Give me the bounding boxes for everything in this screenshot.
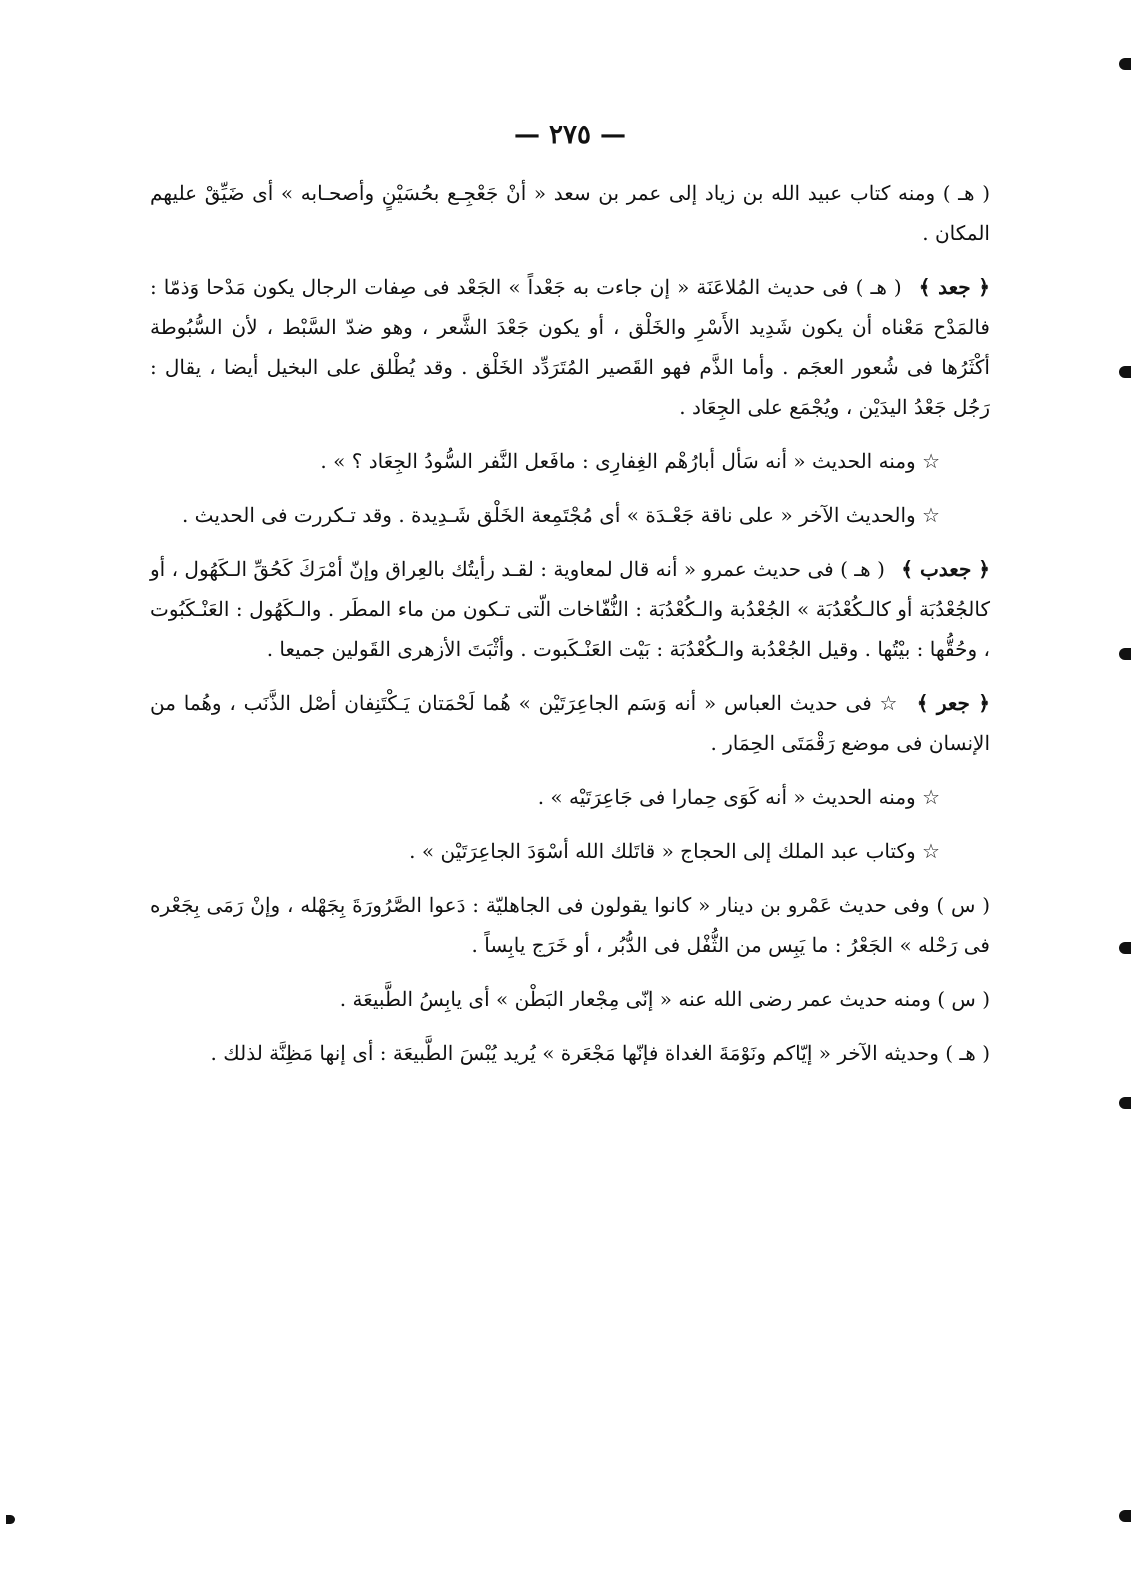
entry-jad — [150, 267, 990, 427]
paragraph: ( س ) وفى حديث عَمْرو بن دينار « كانوا يقولون فى الجاهليّة : دَعوا الصَّرُورَةَ بِجَهْله ، وإنْ رَمَى بِجَعْره فى رَحْله » الجَعْرُ : ما يَبِس من الثُّفْل فى الدُّبُر ، أو خَرَج يابِساً . — [150, 893, 990, 957]
scan-edge-mark — [1119, 366, 1131, 378]
paragraph: ( هـ ) وحديثه الآخر « إيّاكم ونَوْمَةَ الغداة فإنّها مَجْعَرة » يُريد يُبْسَ الطَّبيعَة : أى إنها مَظِنَّة لذلك . — [210, 1041, 990, 1065]
entry-text: ☆ فى حديث العباس « أنه وَسَم الجاعِرَتَيْن » هُما لَحْمَتان يَـكْتَنِفان أصْل الذَّنَب ، وهُما من الإنسان فى موضع رَقْمَتَى الحِمَار . — [150, 691, 990, 755]
entry-headword: ﴿ جعد ﴾ — [918, 275, 991, 299]
entry-jadab — [150, 549, 990, 669]
entry-jar — [150, 683, 990, 763]
paragraph: ( س ) ومنه حديث عمر رضى الله عنه « إنّى مِجْعار البَطْن » أى يابِسُ الطَّبيعَة . — [339, 987, 990, 1011]
sub-entry: ☆ وكتاب عبد الملك إلى الحجاج « قاتَلك الله أسْوَدَ الجاعِرَتَيْن » . — [409, 839, 940, 863]
scan-edge-mark — [1119, 1097, 1131, 1109]
scan-edge-mark — [6, 1515, 15, 1524]
entry-headword: ﴿ جعر ﴾ — [916, 691, 990, 715]
sub-entry: ☆ والحديث الآخر « على ناقة جَعْـدَة » أى مُجْتَمِعة الخَلْق شَـدِيدة . وقد تـكررت فى الحديث . — [181, 503, 940, 527]
scan-edge-mark — [1119, 58, 1131, 70]
sub-entry: ☆ ومنه الحديث « أنه سَأل أبارُهْم الغِفارِى : مافَعل النَّفر السُّودُ الجِعَاد ؟ » . — [320, 449, 940, 473]
sub-entry: ☆ ومنه الحديث « أنه كَوَى حِمارا فى جَاعِرَتَيْه » . — [537, 785, 940, 809]
scan-edge-mark — [1119, 942, 1131, 954]
entry-text: ( هـ ) فى حديث المُلاعَنَة « إن جاءت به جَعْداً » الجَعْد فى صِفات الرجال يكون مَدْحا وَذمّا : فالمَدْح مَعْناه أن يكون شَدِيد الأَسْرِ والخَلْق ، أو يكون جَعْدَ الشَّعر ، وهو ضدّ السَّبْط ، لأن السُّبُوطة أكْثَرُها فى شُعور العجَم . وأما الذَّم فهو القَصير المُتَرَدِّد الخَلْق . وقد يُطْلق على البخيل أيضا ، يقال : رَجُل جَعْدُ اليدَيْن ، ويُجْمَع على الجِعَاد . — [150, 275, 990, 419]
paragraph: ( هـ ) ومنه كتاب عبيد الله بن زياد إلى عمر بن سعد « أنْ جَعْجِـع بحُسَيْنٍ وأصحـابه » أى ضَيِّقْ عليهم المكان . — [150, 181, 991, 245]
scan-edge-mark — [1119, 1510, 1131, 1522]
scan-edge-mark — [1119, 648, 1131, 660]
document-page — [150, 115, 990, 1087]
entry-text: ( هـ ) فى حديث عمرو « أنه قال لمعاوية : لقـد رأيتُك بالعِراق وإنّ أمْرَكَ كَحُقِّ الـكَهُول ، أو كالجُعْدُبَة أو كالـكُعْدُبَة » الجُعْدُبة والـكُعْدُبَة : النُّفّاخات الّتى تـكون من ماء المطَر . والـكَهُول : العَنْـكَبُوت ، وحُقُّها : بيْتُها . وقيل الجُعْدُبة والـكُعْدُبَة : بَيْت العَنْـكَبوت . وأثْبَتَ الأزهرى القَولين جميعا . — [150, 557, 990, 661]
entry-headword: ﴿ جعدب ﴾ — [901, 557, 991, 581]
page-number: — ٢٧٥ — — [513, 120, 627, 150]
